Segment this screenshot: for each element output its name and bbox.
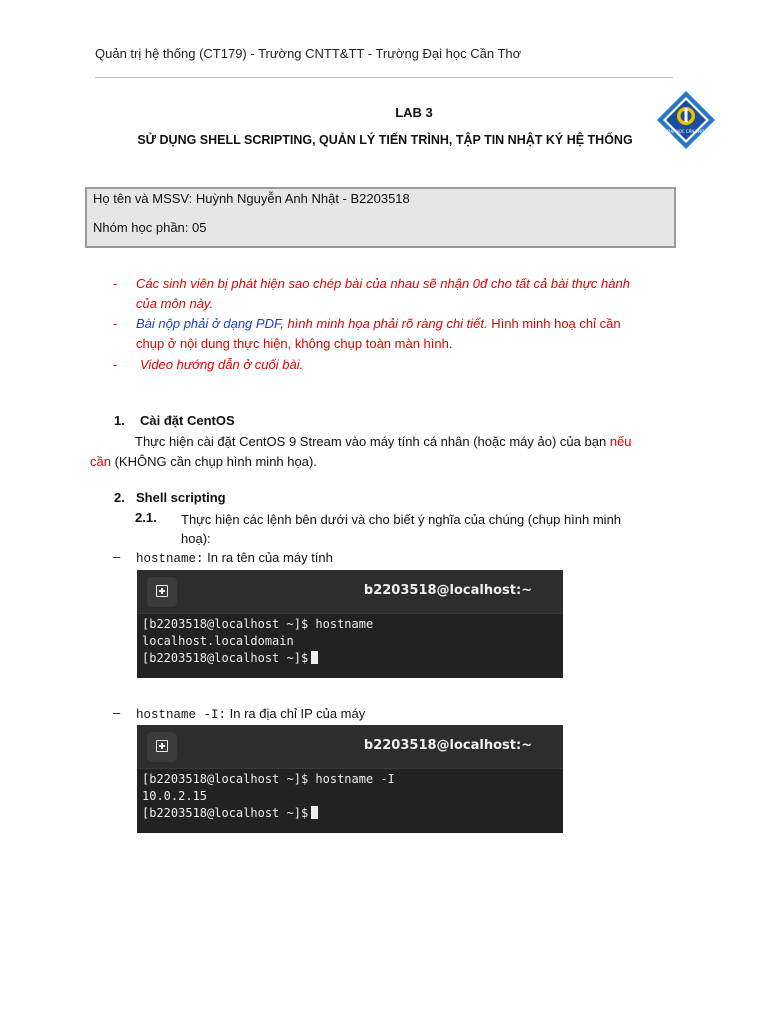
note-2-rest: Hình minh hoạ chỉ cần (487, 316, 621, 331)
subsection-2-1-number: 2.1. (135, 510, 157, 525)
note-2-clear: , hình minh họa phải rõ ràng chi tiết. (280, 316, 488, 331)
cmd-2-code: hostname -I: (136, 708, 227, 722)
terminal-title: b2203518@localhost:~ (363, 583, 533, 598)
note-3: Video hướng dẫn ở cuối bài. (140, 357, 304, 372)
student-name-line: Họ tên và MSSV: Huỳnh Nguyễn Anh Nhật - B2203518 (93, 191, 410, 206)
note-1-line1: Các sinh viên bị phát hiện sao chép bài của nhau sẽ nhận 0đ cho tất cả bài thực hành (136, 276, 630, 291)
note-1-line2: của môn này. (136, 296, 214, 311)
subsection-2-1-line1: Thực hiện các lệnh bên dưới và cho biết ý nghĩa của chúng (chụp hình minh (181, 512, 622, 527)
terminal-window-1 (137, 570, 563, 678)
terminal-cursor (311, 651, 318, 664)
terminal-line: [b2203518@localhost ~]$ hostname -I (142, 772, 395, 786)
student-group-line: Nhóm học phần: 05 (93, 220, 207, 235)
lab-title: SỬ DỤNG SHELL SCRIPTING, QUẢN LÝ TIẾN TRÌNH, TẬP TIN NHẬT KÝ HỆ THỐNG (137, 133, 633, 147)
note-dash-2: - (113, 316, 118, 331)
lab-number: LAB 3 (395, 105, 433, 120)
cmd-1-desc: In ra tên của máy tính (207, 550, 333, 565)
terminal-window-2 (137, 725, 563, 833)
cmd-2-desc: In ra địa chỉ IP của máy (229, 706, 366, 721)
cmd-1 (136, 548, 333, 569)
terminal-line: [b2203518@localhost ~]$ hostname (142, 617, 374, 631)
cmd-2-dash: – (113, 705, 121, 720)
terminal-titlebar (137, 570, 563, 614)
cmd-2 (136, 704, 365, 725)
cmd-1-dash: – (113, 549, 121, 564)
terminal-line: localhost.localdomain (142, 634, 294, 648)
cmd-1-code: hostname: (136, 552, 204, 566)
terminal-line: [b2203518@localhost ~]$ (142, 806, 318, 820)
note-2-pdf: Bài nộp phải ở dạng PDF (136, 316, 281, 331)
section-1-title: Cài đặt CentOS (140, 413, 235, 428)
terminal-title: b2203518@localhost:~ (363, 738, 533, 753)
section-2-title: Shell scripting (136, 490, 226, 505)
terminal-line: [b2203518@localhost ~]$ (142, 651, 318, 665)
header-divider (95, 77, 673, 78)
terminal-titlebar (137, 725, 563, 769)
university-logo (656, 90, 716, 150)
student-info-box (85, 187, 676, 248)
logo-text: ĐẠI HỌC CẦN THƠ (667, 129, 705, 134)
terminal-line: 10.0.2.15 (142, 789, 208, 803)
note-2-line2: chụp ở nội dung thực hiện, không chụp toàn màn hình. (136, 336, 453, 351)
section-1-number: 1. (114, 413, 125, 428)
section-1-line1: Thực hiện cài đặt CentOS 9 Stream vào máy tính cá nhân (hoặc máy ảo) của bạn nếu (135, 434, 632, 449)
note-2 (136, 314, 681, 354)
note-1 (136, 274, 681, 314)
page-header: Quản trị hệ thống (CT179) - Trường CNTT&TT - Trường Đại học Cần Thơ (95, 46, 522, 61)
subsection-2-1-line2: hoạ): (181, 531, 211, 546)
note-dash-1: - (113, 276, 118, 291)
section-2-number: 2. (114, 490, 125, 505)
note-dash-3: - (113, 357, 118, 372)
section-1-line2: cần (KHÔNG cần chụp hình minh họa). (90, 454, 317, 469)
terminal-cursor (311, 806, 318, 819)
section-1-line1-red: nếu (609, 434, 632, 449)
section-1-line2-red: cần (90, 454, 111, 469)
